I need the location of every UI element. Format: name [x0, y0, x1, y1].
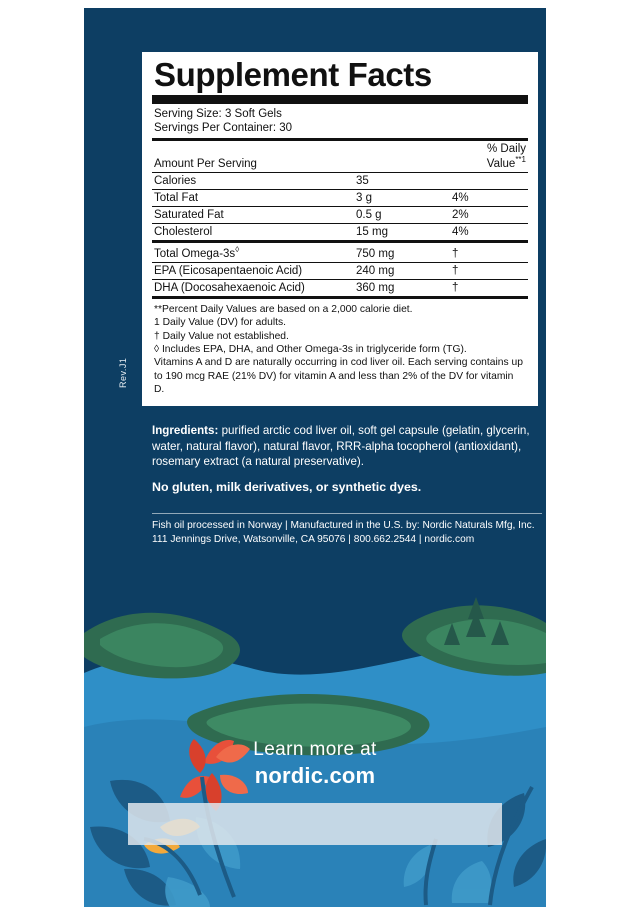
nutrition-table	[152, 138, 528, 299]
manufacturer-block	[152, 513, 542, 547]
ingredients-label: Ingredients:	[152, 424, 219, 437]
row-daily-value: †	[450, 262, 528, 279]
learn-more-line1: Learn more at	[253, 739, 377, 760]
row-amount: 15 mg	[354, 223, 450, 241]
ingredients-text: purified arctic cod liver oil, soft gel capsule (gelatin, glycerin, water, natural flavor), natural flavor, RRR-alpha tocopherol (antioxidant), rosemary extract (a natural preservative).	[152, 424, 530, 469]
barcode-placeholder	[128, 803, 502, 845]
ingredients-block	[152, 423, 534, 470]
manufacturer-line1: Fish oil processed in Norway | Manufactured in the U.S. by: Nordic Naturals Mfg, Inc.	[152, 520, 535, 531]
row-amount: 240 mg	[354, 262, 450, 279]
row-name: EPA (Eicosapentaenoic Acid)	[152, 262, 354, 279]
row-amount: 0.5 g	[354, 206, 450, 223]
footnote: **Percent Daily Values are based on a 2,000 calorie diet.	[154, 303, 413, 315]
footnotes	[152, 299, 528, 398]
table-row	[152, 172, 528, 189]
table-header-row	[152, 140, 528, 173]
row-amount: 750 mg	[354, 241, 450, 262]
learn-more-block	[84, 739, 546, 789]
table-row	[152, 279, 528, 297]
row-amount: 35	[354, 172, 450, 189]
footnote: † Daily Value not established.	[154, 330, 289, 342]
row-amount: 360 mg	[354, 279, 450, 297]
header-amount-per-serving: Amount Per Serving	[152, 140, 354, 173]
table-row	[152, 206, 528, 223]
supplement-facts-title: Supplement Facts	[152, 58, 528, 104]
row-daily-value: 2%	[450, 206, 528, 223]
row-name: Cholesterol	[152, 223, 354, 241]
manufacturer-line2: 111 Jennings Drive, Watsonville, CA 95076 | 800.662.2544 | nordic.com	[152, 534, 475, 546]
header-daily-value: % Daily Value$^{**1}$	[450, 140, 528, 173]
footnote: Vitamins A and D are naturally occurring in cod liver oil. Each serving contains up to 190 mcg RAE (21% DV) for vitamin A and less than 2% of the DV for vitamin D.	[154, 357, 523, 395]
row-daily-value: †	[450, 241, 528, 262]
row-daily-value: 4%	[450, 189, 528, 206]
footnote: 1 Daily Value (DV) for adults.	[154, 317, 287, 329]
row-name: Calories	[152, 172, 354, 189]
row-name: Total Omega-3s◊	[152, 241, 354, 262]
package-panel	[84, 8, 546, 907]
free-from-claim: No gluten, milk derivatives, or synthetic dyes.	[152, 480, 422, 494]
learn-more-url: nordic.com	[254, 763, 376, 788]
row-name: DHA (Docosahexaenoic Acid)	[152, 279, 354, 297]
row-amount: 3 g	[354, 189, 450, 206]
row-daily-value: †	[450, 279, 528, 297]
table-row	[152, 189, 528, 206]
table-row	[152, 223, 528, 241]
table-row	[152, 262, 528, 279]
footnote: ◊ Includes EPA, DHA, and Other Omega-3s in triglyceride form (TG).	[154, 343, 467, 355]
row-name: Saturated Fat	[152, 206, 354, 223]
row-name: Total Fat	[152, 189, 354, 206]
revision-code: Rev.J1	[118, 357, 128, 388]
serving-size: Serving Size: 3 Soft Gels	[154, 107, 282, 120]
serving-info	[152, 104, 528, 138]
servings-per-container: Servings Per Container: 30	[154, 122, 293, 135]
row-daily-value: 4%	[450, 223, 528, 241]
supplement-facts-panel	[142, 52, 538, 406]
row-daily-value	[450, 172, 528, 189]
table-row	[152, 241, 528, 262]
